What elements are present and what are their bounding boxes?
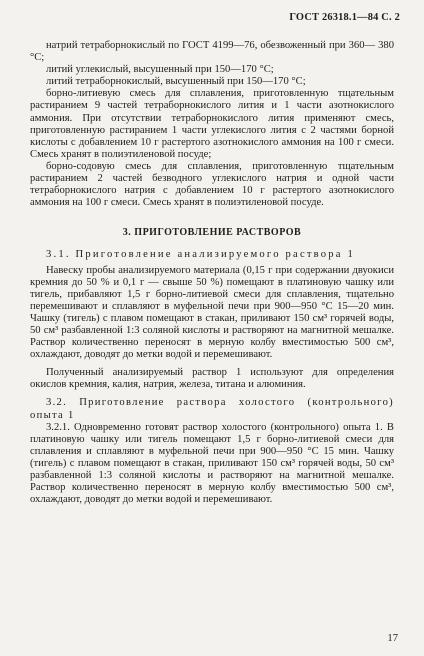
- subsection-3-1-usage: Полученный анализируемый раствор 1 используют для определения окислов кремния, калия, натрия, железа, титана и алюминия.: [30, 367, 394, 391]
- reagent-lithium-tetraborate: литий тетраборнокислый, высушенный при 150—170 °С;: [46, 76, 306, 88]
- reagent-sodium-tetraborate: натрий тетраборнокислый по ГОСТ 4199—76, обезвоженный при 360— 380 °С;: [30, 40, 394, 64]
- reagent-borate-lithium-mix: борно-литиевую смесь для сплавления, приготовленную тщательным растиранием 9 частей тетраборнокислого лития и 1 части азотнокислого аммония. При отсутствии тетраборнокислого лития применяют смесь, приготовленную растиранием 1 части углекислого лития с 2 частями борной кислоты с добавлением 10 г растертого азотнокислого аммония на 100 г смеси. Смесь хранят в полиэтиленовой посуде;: [30, 88, 394, 160]
- page-header: ГОСТ 26318.1—84 С. 2: [289, 12, 400, 23]
- reagent-lithium-carbonate: литий углекислый, высушенный при 150—170 °С;: [46, 64, 274, 76]
- reagent-borate-soda-mix: борно-содовую смесь для сплавления, приготовленную тщательным растиранием 2 частей безводного углекислого натрия и одной части тетраборнокислого натрия с добавлением 10 г растертого азотнокислого аммония на 100 г смеси. Смесь хранят в полиэтиленовой посуде.: [30, 160, 394, 209]
- page-number: 17: [387, 632, 398, 644]
- subsection-3-2-1-procedure: 3.2.1. Одновременно готовят раствор холостого (контрольного) опыта 1. В платиновую чашку или тигель помещают 1,5 г борно-литиевой смеси для сплавления и сплавляют в муфельной печи при 900—950 °С 15 мин. Чашку (тигель) с плавом помещают в стакан, приливают 150 см³ горячей воды, 50 см³ разбавленной 1:3 соляной кислоты и растворяют на магнитной мешалке. Раствор количественно переносят в мерную колбу вместимостью 500 см³, охлаждают, доводят до метки водой и перемешивают.: [30, 421, 394, 506]
- subsection-3-1-title: 3.1. Приготовление анализируемого раствора 1: [46, 249, 356, 261]
- page-body: [30, 40, 394, 506]
- section-title: 3. ПРИГОТОВЛЕНИЕ РАСТВОРОВ: [122, 227, 302, 239]
- subsection-3-2-title: 3.2. Приготовление раствора холостого (контрольного) опыта 1: [30, 397, 394, 421]
- subsection-3-1-procedure: Навеску пробы анализируемого материала (0,15 г при содержании двуокиси кремния до 50 % и 0,1 г — свыше 50 %) помещают в платиновую чашку или тигель, прибавляют 1,5 г борно-литиевой смеси для сплавления, тщательно перемешивают и сплавляют в муфельной печи при 900—950 °С 15—20 мин. Чашку (тигель) с плавом помещают в стакан, приливают 150 см³ горячей воды, 50 см³ разбавленной 1:3 соляной кислоты и растворяют на магнитной мешалке. Раствор количественно переносят в мерную колбу вместимостью 500 см³, охлаждают, доводят до метки водой и перемешивают.: [30, 264, 394, 361]
